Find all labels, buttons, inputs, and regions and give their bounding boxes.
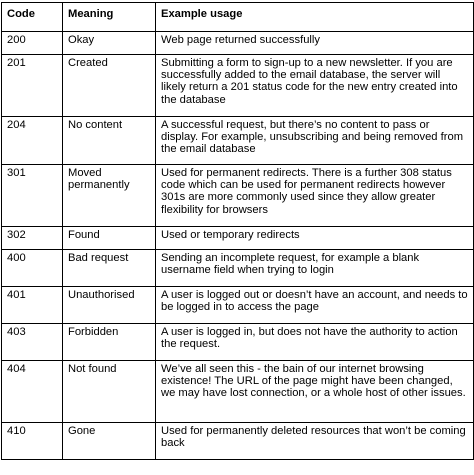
status-code-cell: 400 [2, 250, 63, 287]
usage-cell: Sending an incomplete request, for example a blank username field when trying to login [156, 250, 474, 287]
table-row [2, 423, 474, 460]
usage-cell: Used or temporary redirects [156, 227, 474, 250]
meaning-cell: Gone [63, 423, 156, 460]
meaning-cell: Found [63, 227, 156, 250]
column-header-usage: Example usage [156, 3, 474, 32]
usage-cell: We’ve all seen this - the bain of our internet browsing existence! The URL of the page might have been changed, we may have lost connection, or a whole host of other issues. [156, 361, 474, 423]
status-code-cell: 403 [2, 324, 63, 361]
table-row [2, 227, 474, 250]
usage-cell: A user is logged in, but does not have the authority to action the request. [156, 324, 474, 361]
usage-cell: A successful request, but there’s no content to pass or display. For example, unsubscribing and being removed from the email database [156, 117, 474, 165]
usage-cell: Web page returned successfully [156, 32, 474, 55]
usage-cell: Used for permanently deleted resources that won’t be coming back [156, 423, 474, 460]
table-row [2, 32, 474, 55]
status-code-cell: 301 [2, 165, 63, 227]
table-row [2, 361, 474, 423]
status-code-cell: 401 [2, 287, 63, 324]
status-code-cell: 200 [2, 32, 63, 55]
table-row [2, 55, 474, 117]
meaning-cell: Unauthorised [63, 287, 156, 324]
table-row [2, 250, 474, 287]
status-code-cell: 302 [2, 227, 63, 250]
meaning-cell: Forbidden [63, 324, 156, 361]
status-code-cell: 204 [2, 117, 63, 165]
usage-cell: Submitting a form to sign-up to a new newsletter. If you are successfully added to the email database, the server will likely return a 201 status code for the new entry created into the database [156, 55, 474, 117]
meaning-cell: Not found [63, 361, 156, 423]
usage-cell: Used for permanent redirects. There is a further 308 status code which can be used for permanent redirects however 301s are more commonly used since they allow greater flexibility for browsers [156, 165, 474, 227]
meaning-cell: Created [63, 55, 156, 117]
meaning-cell: Okay [63, 32, 156, 55]
status-code-cell: 201 [2, 55, 63, 117]
column-header-meaning: Meaning [63, 3, 156, 32]
meaning-cell: No content [63, 117, 156, 165]
status-code-cell: 404 [2, 361, 63, 423]
meaning-cell: Bad request [63, 250, 156, 287]
usage-cell: A user is logged out or doesn’t have an account, and needs to be logged in to access the page [156, 287, 474, 324]
table-row [2, 117, 474, 165]
http-status-codes-table [1, 2, 474, 460]
table-row [2, 324, 474, 361]
status-code-cell: 410 [2, 423, 63, 460]
table-row [2, 287, 474, 324]
table-row [2, 165, 474, 227]
table-header-row [2, 3, 474, 32]
meaning-cell: Moved permanently [63, 165, 156, 227]
column-header-code: Code [2, 3, 63, 32]
